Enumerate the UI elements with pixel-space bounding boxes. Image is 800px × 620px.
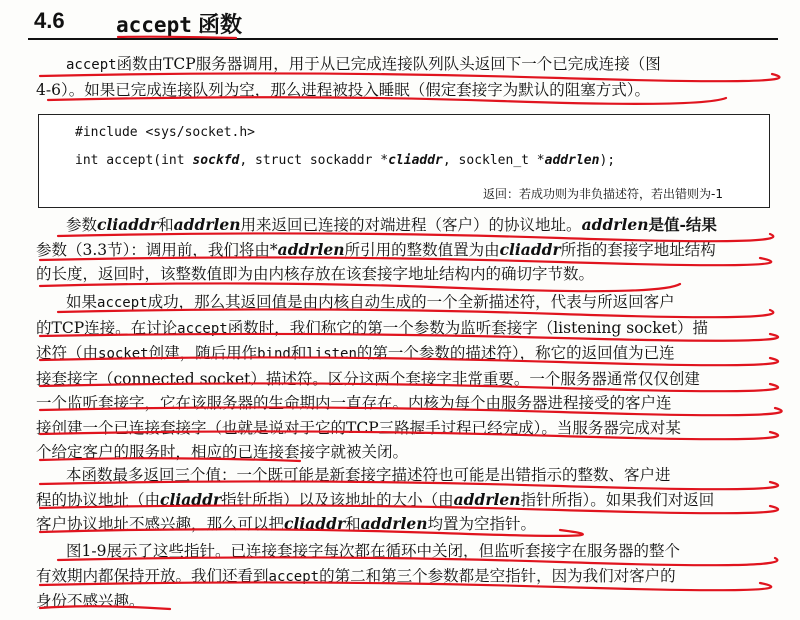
text-run: 的TCP连接。在讨论 [36, 318, 178, 337]
text-run: 如果 [66, 293, 98, 311]
paragraph-4-line-3 [36, 512, 770, 537]
text-run: 和 [345, 515, 361, 533]
paragraph-3-line-4: 接套接字（connected socket）描述符。区分这两个套接字非常重要。一个服务器通常仅仅创建 [36, 369, 700, 388]
text-run: 本函数最多返回三个值：一个既可能是新套接字描述符也可能是出错指示的整数、客户进 [66, 466, 671, 484]
paragraph-2-line-3: 的长度，返回时，该整数值即为由内核存放在该套接字地址结构内的确切字节数。 [36, 265, 595, 283]
text-run: 程的协议地址（由 [36, 490, 161, 509]
text-run: 述符（由 [36, 344, 99, 362]
term-cliaddr: cliaddr [284, 514, 346, 533]
paragraph-4 [36, 463, 770, 537]
code-run: , struct sockaddr * [239, 153, 389, 168]
term-cliaddr: cliaddr [160, 489, 222, 509]
text-run: 均置为空指针。 [427, 515, 537, 533]
text-run: 函数时，我们称它的第一个参数为监听套接字（listening socket）描 [227, 318, 709, 337]
term-cliaddr: cliaddr [97, 215, 159, 234]
text-run: 客户协议地址不感兴趣，那么可以把 [36, 515, 285, 533]
section-title [116, 8, 242, 39]
text-run: 和 [158, 216, 174, 234]
code-accept: accept [66, 57, 117, 73]
param-addrlen: addrlen [544, 153, 600, 168]
paragraph-3 [36, 290, 770, 465]
paragraph-3-line-3 [36, 341, 770, 367]
text-run: 参数 [66, 216, 98, 234]
term-addrlen: addrlen [581, 215, 649, 234]
paragraph-3-line-7: 个给定客户的服务时，相应的已连接套接字就被关闭。 [36, 443, 409, 461]
text-run: 成功，那么其返回值是由内核自动生成的一个全新描述符，代表与所返回客户 [147, 293, 675, 311]
text-run: 指针所指）以及该地址的大小（由 [221, 490, 454, 509]
paragraph-1-line-2: 4-6）。如果已完成连接队列为空，那么进程被投入睡眠（假定套接字为默认的阻塞方式）。 [36, 80, 650, 99]
paragraph-3-line-5: 一个监听套接字，它在该服务器的生命期内一直存在。内核为每个由服务器进程接受的客户连 [36, 394, 672, 412]
code-run: , socklen_t * [442, 153, 545, 168]
include-line: #include <sys/socket.h> [75, 125, 256, 140]
paragraph-1 [36, 52, 770, 102]
term-cliaddr: cliaddr [499, 239, 561, 259]
text-run: 参数（3.3节）：调用前，我们将由* [36, 240, 278, 259]
signature-line [75, 153, 615, 168]
section-title-code: accept [116, 13, 192, 37]
term-addrlen: addrlen [277, 239, 345, 259]
paragraph-5-line-2 [36, 564, 770, 590]
paragraph-1-line-1 [36, 52, 770, 78]
text-run: 的第二和第三个参数都是空指针，因为我们对客户的 [319, 566, 676, 585]
text-run: 图1-9展示了这些指针。已连接套接字每次都在循环中关闭，但监听套接字在服务器的整个 [66, 542, 680, 560]
paragraph-5-line-1 [36, 539, 770, 564]
term-addrlen: addrlen [453, 489, 521, 509]
text-run: 所指的套接字地址结构 [560, 240, 716, 259]
param-sockfd: sockfd [192, 153, 240, 168]
code-accept: accept [177, 320, 228, 337]
text-run: 创建，随后用作 [148, 344, 258, 362]
section-heading [28, 6, 778, 40]
paragraph-2 [36, 213, 770, 287]
text-run: 有效期内都保持开放。我们还看到 [36, 566, 269, 585]
section-number: 4.6 [34, 8, 65, 33]
term-addrlen: addrlen [173, 215, 241, 234]
section-title-text: 函数 [191, 12, 242, 37]
paragraph-3-line-2 [36, 316, 770, 342]
text-run: 和 [290, 344, 307, 362]
paragraph-5-line-3: 身份不感兴趣。 [36, 592, 145, 610]
text-run: 函数由TCP服务器调用，用于从已完成连接队列队头返回下一个已完成连接（图 [116, 55, 661, 73]
param-cliaddr: cliaddr [388, 153, 443, 168]
paragraph-5 [36, 539, 770, 614]
code-socket: socket [98, 346, 149, 362]
code-bind: bind [257, 346, 291, 362]
code-listen: listen [306, 346, 357, 362]
code-run: int accept(int [75, 153, 193, 168]
term-addrlen: addrlen [360, 514, 428, 533]
paragraph-3-line-1 [36, 290, 770, 316]
text-run: 的第一个参数的描述符），称它的返回值为已连 [356, 344, 675, 362]
code-accept: accept [268, 568, 320, 585]
return-value-note: 返回：若成功则为非负描述符，若出错则为-1 [483, 187, 723, 201]
code-accept: accept [97, 295, 148, 311]
text-run: 用来返回已连接的对端进程（客户）的协议地址。 [240, 216, 582, 234]
function-prototype-box [38, 114, 770, 208]
text-run: 指针所指）。如果我们对返回 [520, 490, 715, 509]
text-run: 所引用的整数值置为由 [344, 240, 500, 259]
paragraph-4-line-1 [36, 463, 770, 488]
paragraph-3-line-6: 接创建一个已连接套接字（也就是说对于它的TCP三路握手过程已经完成）。当服务器完成对某 [36, 418, 681, 437]
paragraph-2-line-2 [36, 238, 770, 263]
text-run: 是值-结果 [648, 215, 717, 234]
paragraph-4-line-2 [36, 488, 770, 513]
paragraph-2-line-1 [36, 213, 770, 238]
code-run: ); [599, 153, 616, 168]
